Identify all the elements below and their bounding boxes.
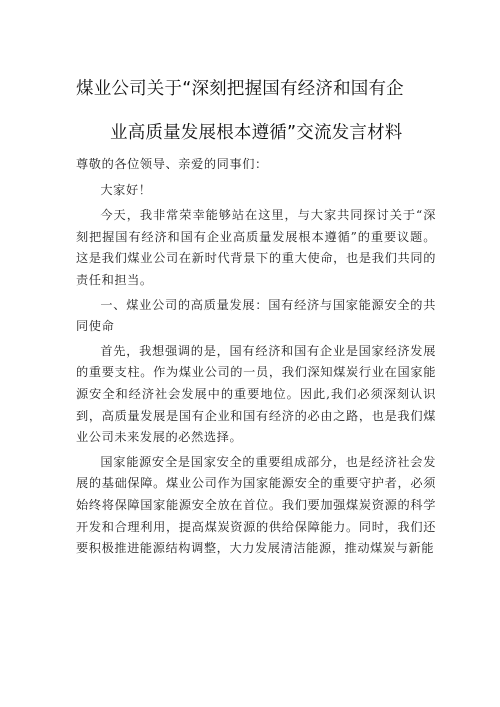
section-heading-1: 一、煤业公司的高质量发展：国有经济与国家能源安全的共同使命 [76,297,436,334]
salutation: 尊敬的各位领导、亲爱的同事们： [76,157,268,171]
document-body [76,154,436,563]
paragraph-energy-security: 国家能源安全是国家安全的重要组成部分，也是经济社会发展的基础保障。煤业公司作为国家能源安全的重要守护者，必须始终将保障国家能源安全放在首位。我们要加强煤炭资源的科学开发和合理利用，提高煤炭资源的供给保障能力。同时，我们还要积极推进能源结构调整，大力发展清洁能源，推动煤炭与新能 [76,454,436,556]
greeting: 大家好！ [100,182,152,197]
document-title-line-2: 业高质量发展根本遵循”交流发言材料 [110,123,403,143]
document-title-line-1: 煤业公司关于“深刻把握国有经济和国有企 [76,79,404,99]
paragraph-importance: 首先，我想强调的是，国有经济和国有企业是国家经济发展的重要支柱。作为煤业公司的一员，我们深知煤炭行业在国家能源安全和经济社会发展中的重要地位。因此,我们必须深刻认识到，高质量发展是国有企业和国有经济的必由之路，也是我们煤业公司未来发展的必然选择。 [76,343,436,445]
paragraph-intro: 今天，我非常荣幸能够站在这里，与大家共同探讨关于“深刻把握国有经济和国有企业高质量发展根本遵循”的重要议题。这是我们煤业公司在新时代背景下的重大使命，也是我们共同的责任和担当。 [76,208,436,287]
